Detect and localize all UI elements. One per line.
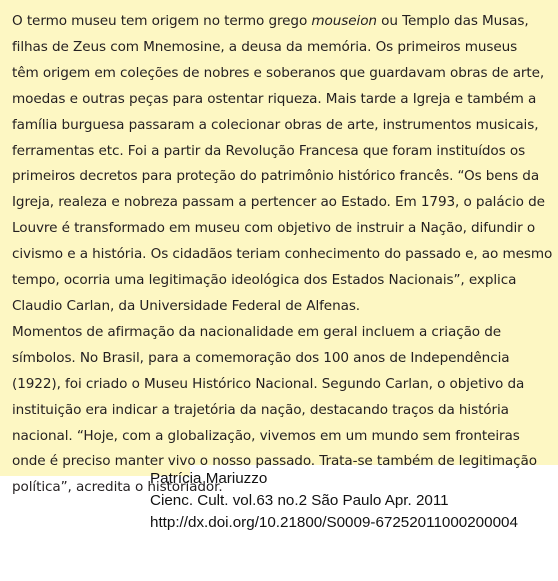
text-line: moedas e outras peças para ostentar riqueza. Mais tarde a Igreja e também a (12, 90, 537, 107)
text-line: família burguesa passaram a colecionar obras de arte, instrumentos musicais, (12, 116, 539, 133)
text-line: Louvre é transformado em museu com objetivo de instruir a Nação, difundir o (12, 220, 536, 237)
text-line: filhas de Zeus com Mnemosine, a deusa da memória. Os primeiros museus (12, 38, 518, 55)
citation-doi-link[interactable]: http://dx.doi.org/10.21800/S0009-67252011000200004 (150, 514, 518, 531)
text-span: O termo museu tem origem no termo grego (12, 13, 312, 29)
text-line: têm origem em coleções de nobres e soberanos que guardavam obras de arte, (12, 64, 545, 81)
text-line: civismo e a história. Os cidadãos teriam conhecimento do passado e, ao mesmo (12, 246, 553, 263)
text-line: nacional. “Hoje, com a globalização, vivemos em um mundo sem fronteiras (12, 427, 520, 444)
citation-author: Patrícia Mariuzzo (150, 470, 268, 487)
text-line: Momentos de afirmação da nacionalidade em geral incluem a criação de (12, 323, 502, 340)
text-line: Claudio Carlan, da Universidade Federal de Alfenas. (12, 297, 361, 314)
text-line: (1922), foi criado o Museu Histórico Nacional. Segundo Carlan, o objetivo da (12, 375, 525, 392)
text-line: tempo, ocorria uma legitimação ideológica dos Estados Nacionais”, explica (12, 272, 517, 289)
text-line (12, 9, 552, 35)
text-span: ou Templo das Musas, (376, 13, 529, 29)
text-line: Igreja, realeza e nobreza passam a pertencer ao Estado. Em 1793, o palácio de (12, 194, 545, 211)
article-text (12, 9, 552, 501)
text-line: instituição era indicar a trajetória da nação, destacando traços da história (12, 401, 509, 418)
text-line: política”, acredita o historiador. (12, 479, 223, 496)
text-line: onde é preciso manter vivo o nosso passado. Trata-se também de legitimação (12, 453, 537, 470)
paragraph-1 (12, 9, 552, 320)
text-line: símbolos. No Brasil, para a comemoração dos 100 anos de Independência (12, 349, 510, 366)
citation-source: Cienc. Cult. vol.63 no.2 São Paulo Apr. 2011 (150, 492, 449, 509)
text-line: primeiros decretos para proteção do patrimônio histórico francês. “Os bens da (12, 168, 540, 185)
citation-block (150, 468, 518, 534)
text-line: ferramentas etc. Foi a partir da Revolução Francesa que foram instituídos os (12, 142, 526, 159)
italic-term: mouseion (311, 13, 377, 29)
